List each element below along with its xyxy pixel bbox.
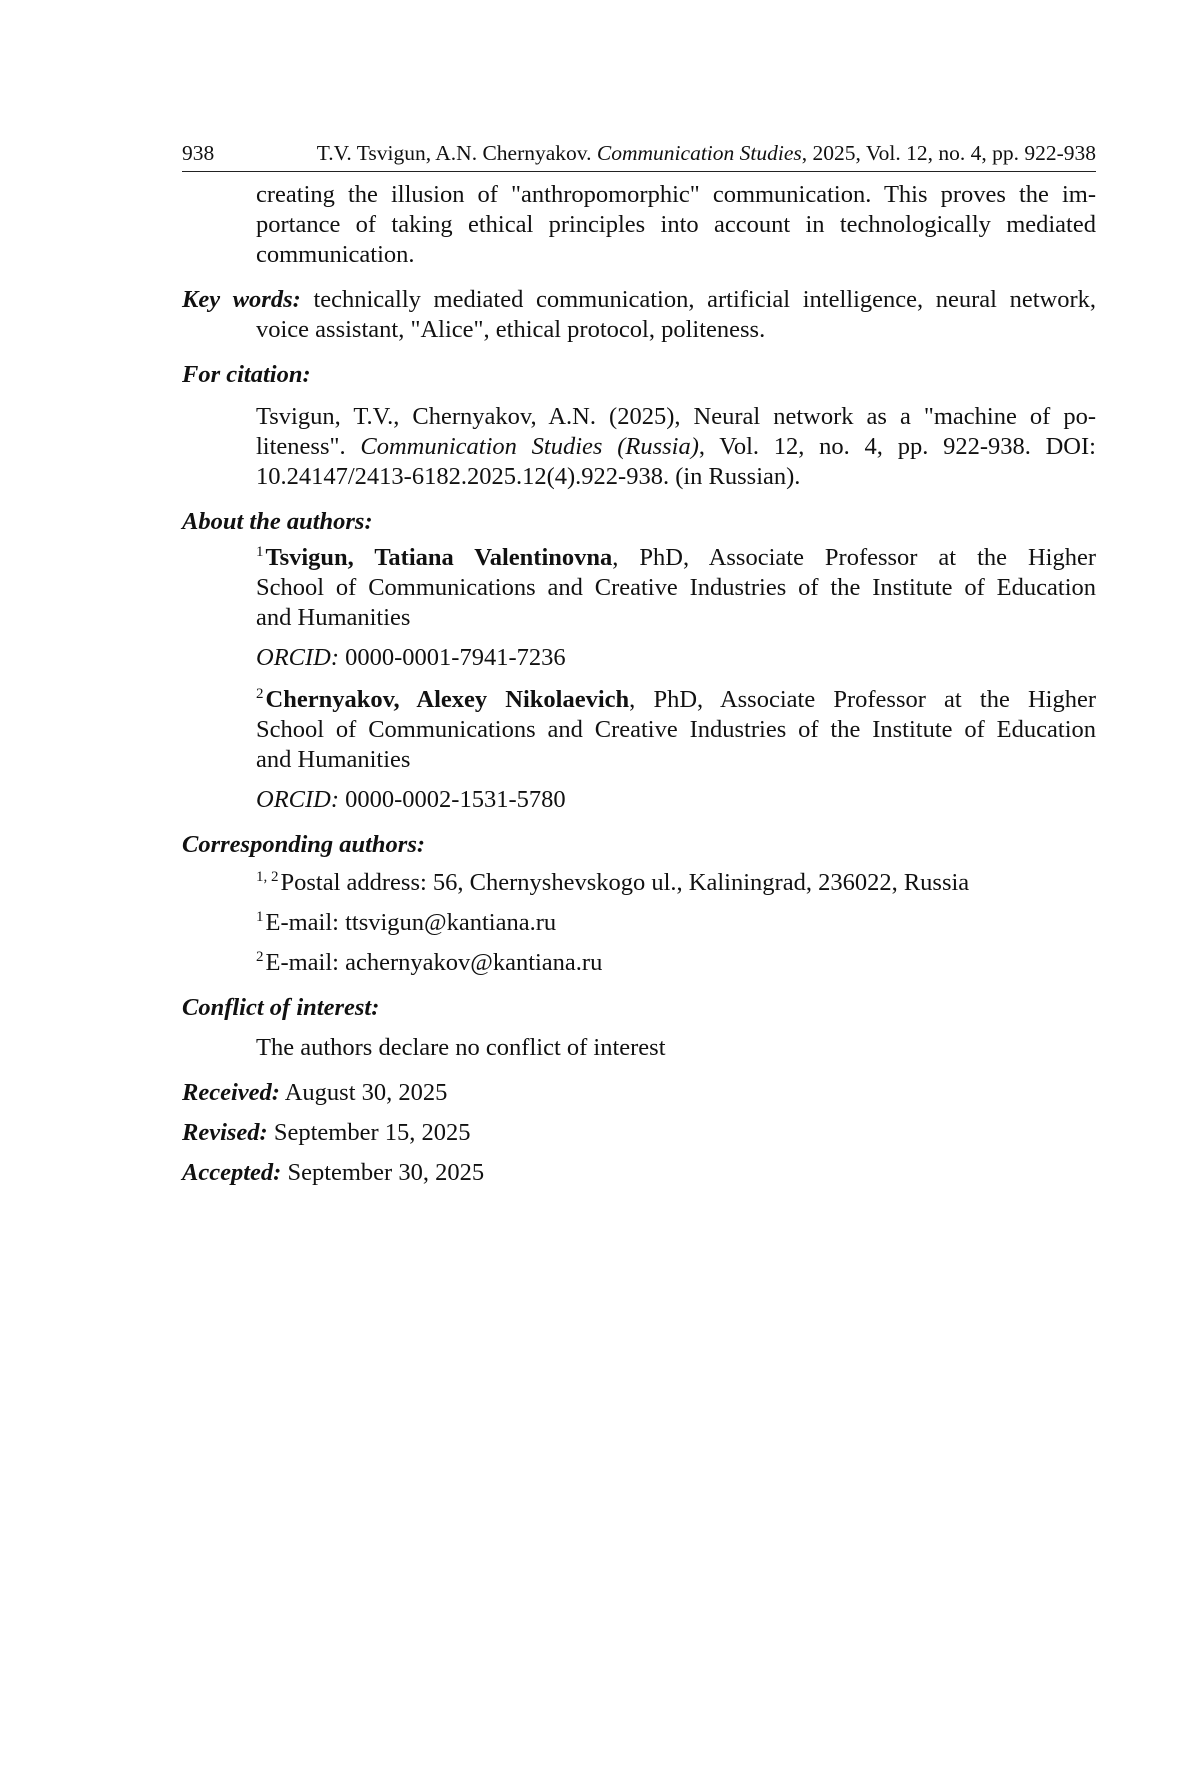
running-title — [264, 140, 1096, 166]
author-sup: 1 — [256, 544, 264, 560]
accepted-label: Accepted: — [182, 1159, 282, 1186]
author-line: and Humanities — [256, 746, 411, 773]
author-name: Chernyakov, Alexey Nikolaevich — [265, 686, 630, 713]
page-number: 938 — [182, 141, 215, 165]
keywords-text: technically mediated communication, artificial intelligence, neural network, — [313, 286, 1097, 313]
conflict-text: The authors declare no conflict of interest — [256, 1034, 666, 1061]
abstract-line: communication. — [256, 241, 415, 268]
accepted-line — [182, 1158, 1096, 1188]
email-line — [256, 948, 1096, 978]
email-sup: 2 — [256, 949, 264, 965]
accepted-date: September 30, 2025 — [287, 1159, 485, 1186]
revised-line — [182, 1118, 1096, 1148]
author-sup: 2 — [256, 686, 264, 702]
corresponding-section — [182, 830, 1096, 978]
postal-line — [256, 868, 1096, 898]
citation-label: For citation: — [182, 361, 311, 388]
revised-label: Revised: — [182, 1119, 268, 1146]
author-affil: , PhD, Associate Professor at the Higher — [629, 686, 1097, 713]
author-line — [256, 685, 1096, 715]
author-entry — [256, 685, 1096, 815]
author-line: and Humanities — [256, 604, 411, 631]
orcid-line — [256, 643, 1096, 673]
author-affil: , PhD, Associate Professor at the Higher — [612, 544, 1097, 571]
orcid-label: ORCID: — [256, 644, 340, 671]
orcid-label: ORCID: — [256, 786, 340, 813]
orcid-value: 0000-0001-7941-7236 — [345, 644, 566, 671]
postal-sup: 1, 2 — [256, 869, 279, 885]
citation-section — [182, 360, 1096, 492]
email-text: E-mail: ttsvigun@kantiana.ru — [265, 909, 557, 936]
conflict-label: Conflict of interest: — [182, 994, 380, 1021]
email-text: E-mail: achernyakov@kantiana.ru — [265, 949, 603, 976]
page — [182, 140, 1096, 1188]
header-details: , 2025, Vol. 12, no. 4, pp. 922-938 — [801, 141, 1096, 165]
abstract-line: creating the illusion of "anthropomorphic" communication. This proves the im- — [256, 181, 1096, 208]
revised-date: September 15, 2025 — [273, 1119, 471, 1146]
citation-doi: 10.24147/2413-6182.2025.12(4).922-938. (in Russian). — [256, 463, 801, 490]
running-header — [182, 140, 1096, 172]
received-date: August 30, 2025 — [284, 1079, 448, 1106]
corresponding-details — [256, 868, 1096, 978]
conflict-section — [182, 993, 1096, 1063]
corresponding-label: Corresponding authors: — [182, 831, 426, 858]
header-journal: Communication Studies — [596, 141, 802, 165]
author-name: Tsvigun, Tatiana Valentinovna — [265, 544, 613, 571]
keywords-line — [182, 285, 1096, 315]
citation-journal: Communication Studies (Russia) — [360, 433, 699, 460]
citation-line — [256, 432, 1096, 462]
orcid-line — [256, 785, 1096, 815]
author-line: School of Communications and Creative Industries of the Institute of Education — [256, 716, 1096, 743]
keywords-line: voice assistant, "Alice", ethical protocol, politeness. — [256, 316, 766, 343]
author-entry — [256, 543, 1096, 673]
authors-label: About the authors: — [182, 508, 373, 535]
authors-section — [182, 507, 1096, 815]
abstract-end — [256, 180, 1096, 270]
received-line — [182, 1078, 1096, 1108]
dates-section — [182, 1078, 1096, 1188]
postal-address: Postal address: 56, Chernyshevskogo ul., Kaliningrad, 236022, Russia — [280, 869, 970, 896]
abstract-line: portance of taking ethical principles into account in technologically mediated — [256, 211, 1096, 238]
author-line — [256, 543, 1096, 573]
orcid-value: 0000-0002-1531-5780 — [345, 786, 566, 813]
author-line: School of Communications and Creative Industries of the Institute of Education — [256, 574, 1096, 601]
citation-text — [256, 402, 1096, 492]
citation-part: , Vol. 12, no. 4, pp. 922-938. DOI: — [698, 433, 1096, 460]
citation-line: Tsvigun, T.V., Chernyakov, A.N. (2025), Neural network as a "machine of po- — [256, 403, 1096, 430]
keywords-section — [182, 285, 1096, 345]
received-label: Received: — [182, 1079, 280, 1106]
header-authors: T.V. Tsvigun, A.N. Chernyakov. — [316, 141, 592, 165]
email-line — [256, 908, 1096, 938]
citation-part: liteness". — [256, 433, 361, 460]
keywords-label: Key words: — [182, 286, 301, 313]
email-sup: 1 — [256, 909, 264, 925]
